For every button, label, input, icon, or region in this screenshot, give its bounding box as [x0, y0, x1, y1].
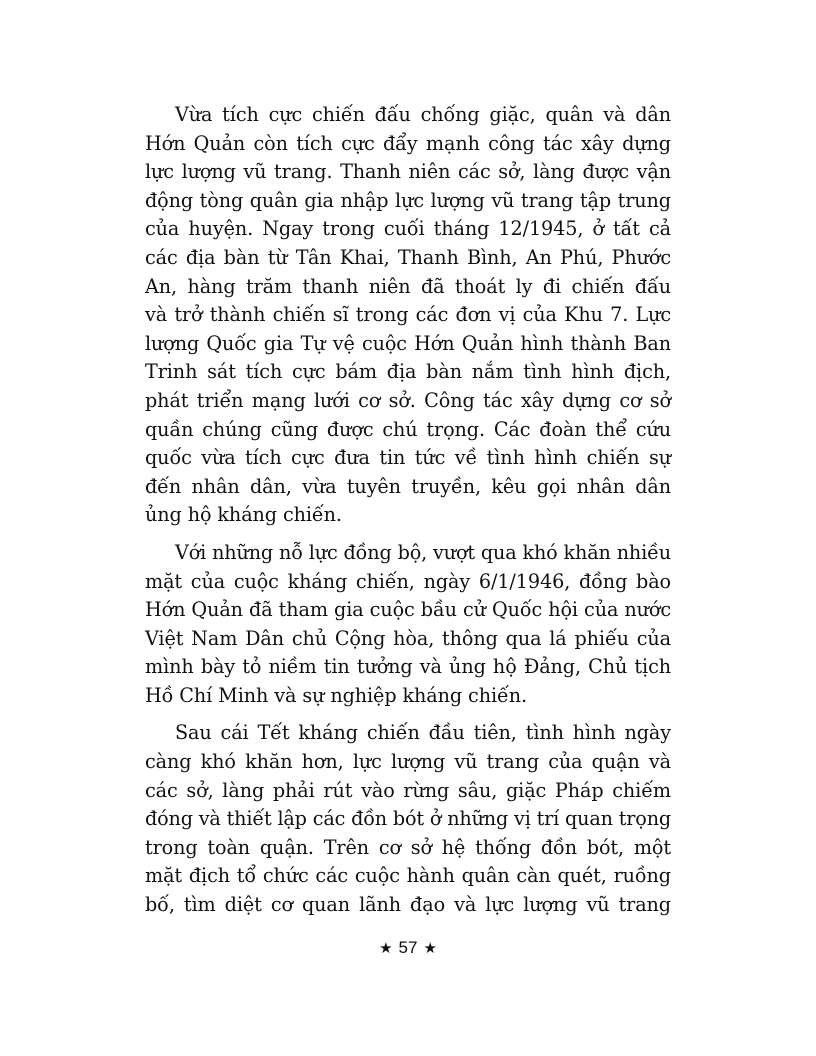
text-line: càng khó khăn hơn, lực lượng vũ trang của quận và: [145, 750, 671, 774]
text-line: và trở thành chiến sĩ trong các đơn vị của Khu 7. Lực: [145, 303, 671, 327]
text-line: Hồ Chí Minh và sự nghiệp kháng chiến.: [145, 683, 527, 707]
text-line: quốc vừa tích cực đưa tin tức về tình hình chiến sự: [145, 446, 671, 470]
text-line: trong toàn quận. Trên cơ sở hệ thống đồn bót, một: [145, 835, 671, 859]
paragraph: [145, 539, 671, 711]
text-line: các địa bàn từ Tân Khai, Thanh Bình, An Phú, Phước: [145, 245, 671, 269]
text-line: mặt của cuộc kháng chiến, ngày 6/1/1946, đồng bào: [145, 569, 671, 593]
text-line: Trinh sát tích cực bám địa bàn nắm tình hình địch,: [145, 360, 671, 384]
text-line: đóng và thiết lập các đồn bót ở những vị trí quan trọng: [145, 807, 671, 831]
page-footer: [0, 938, 816, 958]
text-line: ủng hộ kháng chiến.: [145, 503, 342, 527]
page-body: [145, 101, 671, 929]
text-line: Hớn Quản còn tích cực đẩy mạnh công tác xây dựng: [145, 131, 671, 155]
text-line: Sau cái Tết kháng chiến đầu tiên, tình hình ngày: [175, 721, 671, 745]
text-line: đến nhân dân, vừa tuyên truyền, kêu gọi nhân dân: [145, 474, 671, 498]
text-line: bố, tìm diệt cơ quan lãnh đạo và lực lượng vũ trang: [145, 893, 671, 917]
text-line: phát triển mạng lưới cơ sở. Công tác xây dựng cơ sở: [145, 388, 671, 412]
text-line: An, hàng trăm thanh niên đã thoát ly đi chiến đấu: [145, 274, 671, 298]
text-line: của huyện. Ngay trong cuối tháng 12/1945, ở tất cả: [145, 217, 671, 241]
text-line: quần chúng cũng được chú trọng. Các đoàn thể cứu: [145, 417, 671, 441]
star-left-icon: ★: [379, 940, 393, 957]
text-line: Với những nỗ lực đồng bộ, vượt qua khó khăn nhiều: [175, 540, 671, 564]
text-line: động tòng quân gia nhập lực lượng vũ trang tập trung: [145, 188, 671, 212]
text-line: mặt địch tổ chức các cuộc hành quân càn quét, ruồng: [145, 864, 671, 888]
text-line: Vừa tích cực chiến đấu chống giặc, quân và dân: [175, 103, 671, 126]
text-line: Việt Nam Dân chủ Cộng hòa, thông qua lá phiếu của: [145, 626, 671, 650]
text-line: lượng Quốc gia Tự vệ cuộc Hớn Quản hình thành Ban: [145, 331, 671, 355]
text-line: Hớn Quản đã tham gia cuộc bầu cử Quốc hội của nước: [145, 598, 671, 622]
paragraph: [145, 101, 671, 530]
text-line: mình bày tỏ niềm tin tưởng và ủng hộ Đảng, Chủ tịch: [145, 655, 671, 679]
text-line: các sở, làng phải rút vào rừng sâu, giặc Pháp chiếm: [145, 778, 671, 802]
text-line: lực lượng vũ trang. Thanh niên các sở, làng được vận: [145, 160, 671, 184]
star-right-icon: ★: [423, 940, 437, 957]
paragraph: [145, 719, 671, 919]
page-number: 57: [398, 938, 418, 957]
